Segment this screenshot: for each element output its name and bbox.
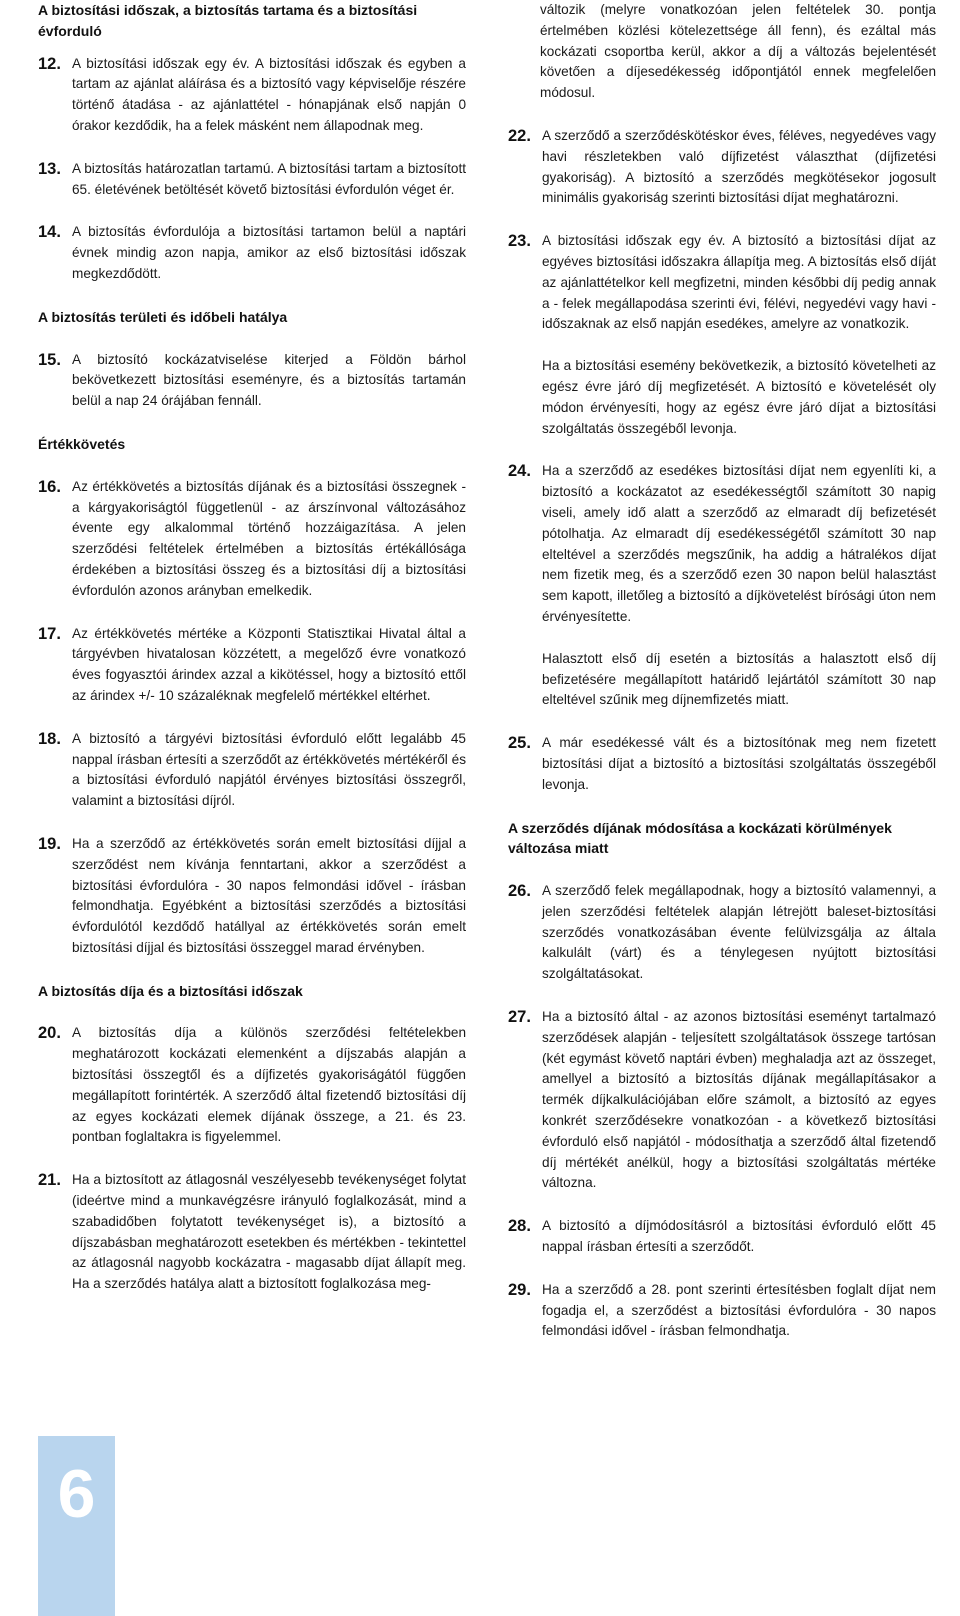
clause-text: A biztosítás határozatlan tartamú. A biztosítási tartam a biztosított 65. életévének betöltését követő biztosítási évfordulón véget ér. — [72, 160, 466, 197]
clause-number: 17. — [38, 624, 61, 643]
clause-text-secondary: Halasztott első díj esetén a biztosítás a halasztott első díj befizetésére megállapított határidő lejártától számított 30 nap elteltével szűnik meg díjnemfizetés miatt. — [542, 650, 936, 708]
section-heading-period: A biztosítási időszak, a biztosítás tartama és a biztosítási évforduló — [38, 2, 418, 39]
clause-21 — [38, 1170, 466, 1295]
clause-22 — [508, 126, 936, 209]
clause-number: 25. — [508, 734, 531, 753]
clause-number: 26. — [508, 882, 531, 901]
left-column — [38, 0, 466, 1317]
section-heading-scope: A biztosítás területi és időbeli hatálya — [38, 308, 288, 325]
clause-text: A biztosítás évfordulója a biztosítási tartamon belül a naptári évnek mindig azon napja, amikor az első biztosítási időszak megkezdődött. — [72, 224, 466, 281]
clause-number: 12. — [38, 54, 61, 73]
clause-text: A szerződő a szerződéskötéskor éves, féléves, negyedéves vagy havi részletekben való díjfizetést választhat (díjfizetési gyakoriság). A biztosító a szerződés megkötésekor jogosult minimális gyakoriság szerinti biztosítási díjat meghatározni. — [542, 127, 936, 206]
clause-text: A biztosítási időszak egy év. A biztosítási időszak és egyben a tartam az ajánlat aláírása és a biztosító vagy képviselője részére történő átadása - az ajánlattétel - hónapjának első napján 0 órakor kezdődik, ha a felek másként nem állapodnak meg. — [72, 55, 466, 133]
clause-number: 24. — [508, 462, 531, 481]
clause-18 — [38, 729, 466, 812]
clause-26 — [508, 881, 936, 985]
clause-number: 16. — [38, 477, 61, 496]
clause-number: 13. — [38, 159, 61, 178]
section-heading-premium: A biztosítás díja és a biztosítási időszak — [38, 982, 303, 999]
clause-number: 14. — [38, 223, 61, 242]
clause-number: 21. — [38, 1171, 61, 1190]
clause-16 — [38, 477, 466, 602]
clause-text: Az értékkövetés mértéke a Központi Statisztikai Hivatal által a tárgyévben hivatalosan közzétett, a megelőző évre vonatkozó éves fogyasztói árindex azzal a kikötéssel, hogy a biztosító ettől az árindex +/- 10 százaléknak megfelelő mértékkel eltérhet. — [72, 625, 466, 703]
clause-number: 27. — [508, 1008, 531, 1027]
clause-23 — [508, 231, 936, 439]
clause-text: A már esedékessé vált és a biztosítónak meg nem fizetett biztosítási díjat a biztosító a biztosítási szolgáltatás összegéből levonja. — [542, 735, 936, 792]
right-column — [508, 0, 936, 1364]
clause-text: A biztosítási időszak egy év. A biztosító a biztosítási díjat az egyéves biztosítási időszakra állapítja meg. A biztosítás első díját az ajánlattételkor kell megfizetni, minden későbbi díj pedig annak a - felek megállapodása szerinti évi, félévi, negyedévi vagy havi - időszaknak az első napján esedékes, amelyre az vonatkozik. — [542, 233, 936, 332]
clause-28 — [508, 1216, 936, 1258]
clause-13 — [38, 159, 466, 201]
clause-text: A biztosító a díjmódosításról a biztosítási évforduló előtt 45 nappal írásban értesíti a szerződőt. — [542, 1218, 936, 1255]
clause-text: Ha a szerződő a 28. pont szerinti értesítésben foglalt díjat nem fogadja el, a szerződést a biztosítási évfordulóra - 30 napos felmondási idővel - írásban felmondhatja. — [542, 1281, 936, 1339]
clause-12 — [38, 54, 466, 137]
clause-19 — [38, 834, 466, 959]
clause-number: 29. — [508, 1280, 531, 1299]
clause-number: 18. — [38, 729, 61, 748]
clause-29 — [508, 1280, 936, 1342]
clause-text: Ha a szerződő az értékkövetés során emelt biztosítási díjjal a szerződést nem kívánja fenntartani, akkor a szerződést a biztosítási évfordulóra - 30 napos felmondási idővel - írásban felmondhatja. Egyébként a biztosítási szerződés a biztosítási évfordulótól kezdődő hatállyal az értékkövetés során emelt biztosítási díjjal és biztosítási összeggel marad érvényben. — [72, 835, 466, 955]
clause-21-continuation: változik (melyre vonatkozóan jelen feltételek 30. pontja értelmében közlési kötelezettsége áll fenn), és ezáltal más kockázati csoportba kerül, akkor a díj a változás bejelentését követően a díjesedékesség időpontjától ennek megfelelően módosul. — [540, 2, 936, 101]
clause-number: 28. — [508, 1217, 531, 1236]
clause-number: 23. — [508, 232, 531, 251]
clause-number: 19. — [38, 834, 61, 853]
clause-14 — [38, 222, 466, 284]
clause-25 — [508, 733, 936, 795]
page-number-tab — [38, 1436, 115, 1616]
section-heading-premium-change: A szerződés díjának módosítása a kockázati körülmények változása miatt — [508, 819, 892, 857]
clause-number: 20. — [38, 1024, 61, 1043]
section-heading-indexation: Értékkövetés — [38, 435, 126, 452]
clause-15 — [38, 350, 466, 412]
clause-text: A biztosító a tárgyévi biztosítási évforduló előtt legalább 45 nappal írásban értesíti a szerződőt az értékkövetés mértékéről és a biztosítási évforduló napjától érvényes biztosítási összegről, valamint a biztosítási díjról. — [72, 730, 466, 809]
clause-text: A szerződő felek megállapodnak, hogy a biztosító valamennyi, a jelen szerződési feltételek alapján létrejött baleset-biztosítási szerződés vonatkozásában évente felülvizsgálja az általa kalkulált (várt) és a ténylegesen nyújtott biztosítási szolgáltatásokat. — [542, 883, 936, 982]
clause-20 — [38, 1023, 466, 1148]
clause-number: 15. — [38, 350, 61, 369]
clause-text: Az értékkövetés a biztosítás díjának és a biztosítási összegnek - a kárgyakoriságtól függetlenül - az árszínvonal változásához évente egy alkalommal történő hozzáigazítása. A jelen szerződési feltételek értelmében a biztosítás értékállósága érdekében a biztosítási összeg és a biztosítási díj a biztosítási évfordulón azonos arányban emelkedik. — [72, 478, 466, 598]
clause-number: 22. — [508, 126, 531, 145]
clause-text: A biztosító kockázatviselése kiterjed a Földön bárhol bekövetkezett biztosítási eseményre, és a biztosítás tartamán belül a nap 24 órájában fennáll. — [72, 351, 466, 409]
clause-text-secondary: Ha a biztosítási esemény bekövetkezik, a biztosító követelheti az egész évre járó díj megfizetését. A biztosító e követelését oly módon érvényesíti, hogy az egész évre járó díjat a biztosítási szolgáltatás összegéből levonja. — [542, 358, 936, 436]
clause-24 — [508, 461, 936, 711]
clause-text: Ha a biztosító által - az azonos biztosítási eseményt tartalmazó szerződések alapján - teljesített szolgáltatások összege tartósan (két egymást követő naptári évben) meghaladja azt az összeget, amellyel a biztosító a biztosítás díjának megállapításakor a termék díjkalkulációjában előre számolt, a biztosító az egyes konkrét szerződésekre vonatkozóan - a következő biztosítási évforduló első napjától - módosíthatja a szerződő által fizetendő díj mértékét anélkül, hogy a biztosítási szolgáltatás mértéke változna. — [542, 1009, 936, 1191]
clause-text: A biztosítás díja a különös szerződési feltételekben meghatározott kockázati elemenként a díjszabás alapján a biztosítási összegtől és a díjfizetés gyakoriságától függően megállapított forintérték. A szerződő által fizetendő biztosítási díj az egyes kockázati elemek díjának összege, a 21. és 23. pontban foglaltakra is figyelemmel. — [72, 1025, 466, 1145]
clause-27 — [508, 1007, 936, 1194]
clause-text: Ha a biztosított az átlagosnál veszélyesebb tevékenységet folytat (ideértve mind a munkavégzésre irányuló foglalkozását, mind a szabadidőben folytatott tevékenységet is), a biztosító a díjszabásban meghatározott esetekben és mértékben - tekintettel az átlagosnál nagyobb kockázatra - magasabb díjat állapít meg. Ha a szerződés hatálya alatt a biztosított foglalkozása meg- — [72, 1172, 466, 1292]
clause-17 — [38, 624, 466, 707]
page-number: 6 — [57, 1456, 96, 1532]
clause-text: Ha a szerződő az esedékes biztosítási díjat nem egyenlíti ki, a biztosító a kockázatot az esedékességtől számított 30 napig viseli, amely idő alatt a szerződő az elmaradt díj befizetését pótolhatja. Az elmaradt díj esedékességétől számított 30 nap elteltével a szerződés megszűnik, ha addig a hátralékos díjat nem fizetik meg, és a szerződő ezen 30 napon belül halasztást sem kapott, illetőleg a biztosító a díjkövetelést bírósági úton nem érvényesítette. — [542, 463, 936, 624]
